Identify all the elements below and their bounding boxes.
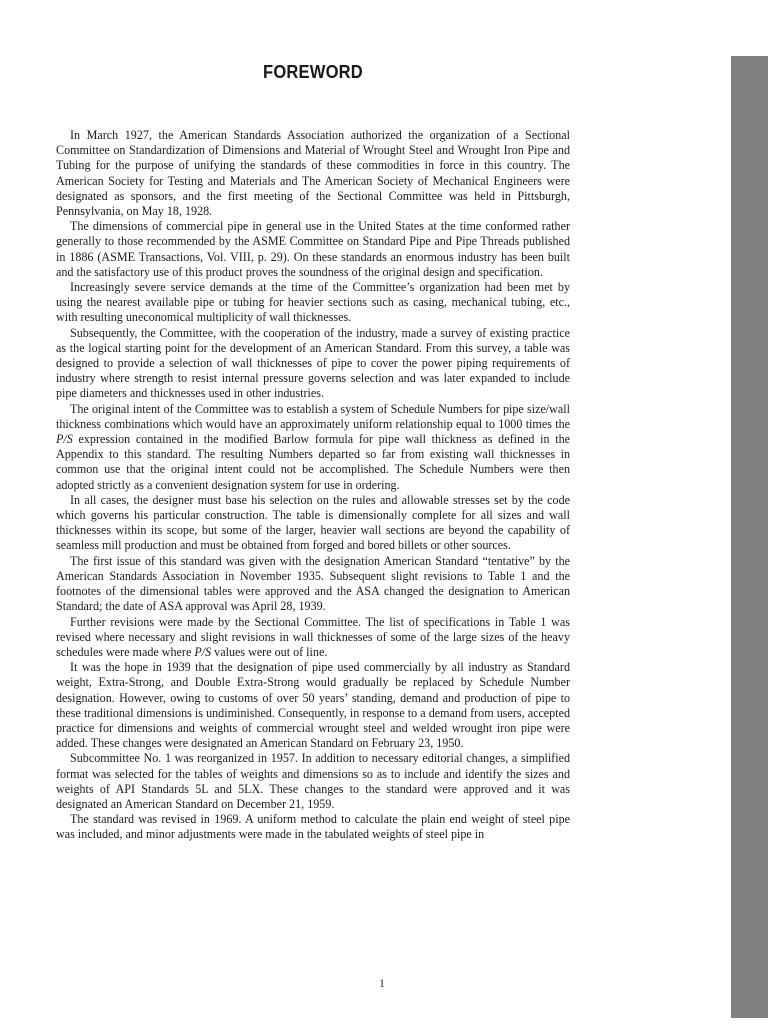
- paragraph: Subcommittee No. 1 was reorganized in 1957. In addition to necessary editorial changes, a simplified format was selected for the tables of weights and dimensions so as to include and identify the sizes and weights of API Standards 5L and 5LX. These changes to the standard were approved and it was designated an American Standard on December 21, 1959.: [56, 751, 570, 811]
- page-title: FOREWORD: [263, 62, 363, 82]
- paragraph: The dimensions of commercial pipe in general use in the United States at the time conformed rather generally to those recommended by the ASME Committee on Standard Pipe and Pipe Threads published in 1886 (ASME Transactions, Vol. VIII, p. 29). On these standards an enormous industry has been built and the satisfactory use of this product proves the soundness of the original design and specification.: [56, 219, 570, 279]
- chapter-edge-tab: [731, 56, 768, 1018]
- paragraph: It was the hope in 1939 that the designation of pipe used commercially by all industry as Standard weight, Extra-Strong, and Double Extra-Strong would gradually be replaced by Schedule Number designation. However, owing to customs of over 50 years’ standing, demand and production of pipe to these traditional dimensions is undiminished. Consequently, in response to a demand from users, accepted practice for dimensions and weights of commercial wrought steel and welded wrought iron pipe were added. These changes were designated an American Standard on February 23, 1950.: [56, 660, 570, 751]
- paragraph: Subsequently, the Committee, with the cooperation of the industry, made a survey of existing practice as the logical starting point for the development of an American Standard. From this survey, a table was designed to provide a selection of wall thicknesses of pipe to cover the power piping requirements of industry where strength to resist internal pressure governs selection and was later expanded to include pipe diameters and thicknesses used in other industries.: [56, 325, 570, 401]
- foreword-body: [56, 128, 570, 843]
- page-number: 1: [379, 976, 385, 990]
- paragraph: In March 1927, the American Standards Association authorized the organization of a Sectional Committee on Standardization of Dimensions and Material of Wrought Steel and Wrought Iron Pipe and Tubing for the purpose of unifying the standards of these commodities in force in this country. The American Society for Testing and Materials and The American Society of Mechanical Engineers were designated as sponsors, and the first meeting of the Sectional Committee was held in Pittsburgh, Pennsylvania, on May 18, 1928.: [56, 128, 570, 219]
- paragraph: The first issue of this standard was given with the designation American Standard “tentative” by the American Standards Association in November 1935. Subsequent slight revisions to Table 1 and the footnotes of the dimensional tables were approved and the ASA changed the designation to American Standard; the date of ASA approval was April 28, 1939.: [56, 553, 570, 614]
- paragraph: The standard was revised in 1969. A uniform method to calculate the plain end weight of steel pipe was included, and minor adjustments were made in the tabulated weights of steel pipe in: [56, 812, 570, 842]
- paragraph: The original intent of the Committee was to establish a system of Schedule Numbers for pipe size/wall thickness combinations which would have an approximately uniform relationship equal to 1000 times the P/S expression contained in the modified Barlow formula for pipe wall thickness as defined in the Appendix to this standard. The resulting Numbers departed so far from existing wall thicknesses in common use that the original intent could not be accomplished. The Schedule Numbers were then adopted strictly as a convenient designation system for use in ordering.: [56, 401, 570, 492]
- page-number-container: [0, 976, 768, 991]
- paragraph: In all cases, the designer must base his selection on the rules and allowable stresses set by the code which governs his particular construction. The table is dimensionally complete for all sizes and wall thicknesses within its scope, but some of the larger, heavier wall sections are beyond the capability of seamless mill production and must be obtained from forged and bored billets or other sources.: [56, 492, 570, 553]
- paragraph: Increasingly severe service demands at the time of the Committee’s organization had been met by using the nearest available pipe or tubing for heavier sections such as casing, mechanical tubing, etc., with resulting uneconomical multiplicity of wall thicknesses.: [56, 280, 570, 325]
- paragraph: Further revisions were made by the Sectional Committee. The list of specifications in Table 1 was revised where necessary and slight revisions in wall thicknesses of some of the large sizes of the heavy schedules were made where P/S values were out of line.: [56, 614, 570, 659]
